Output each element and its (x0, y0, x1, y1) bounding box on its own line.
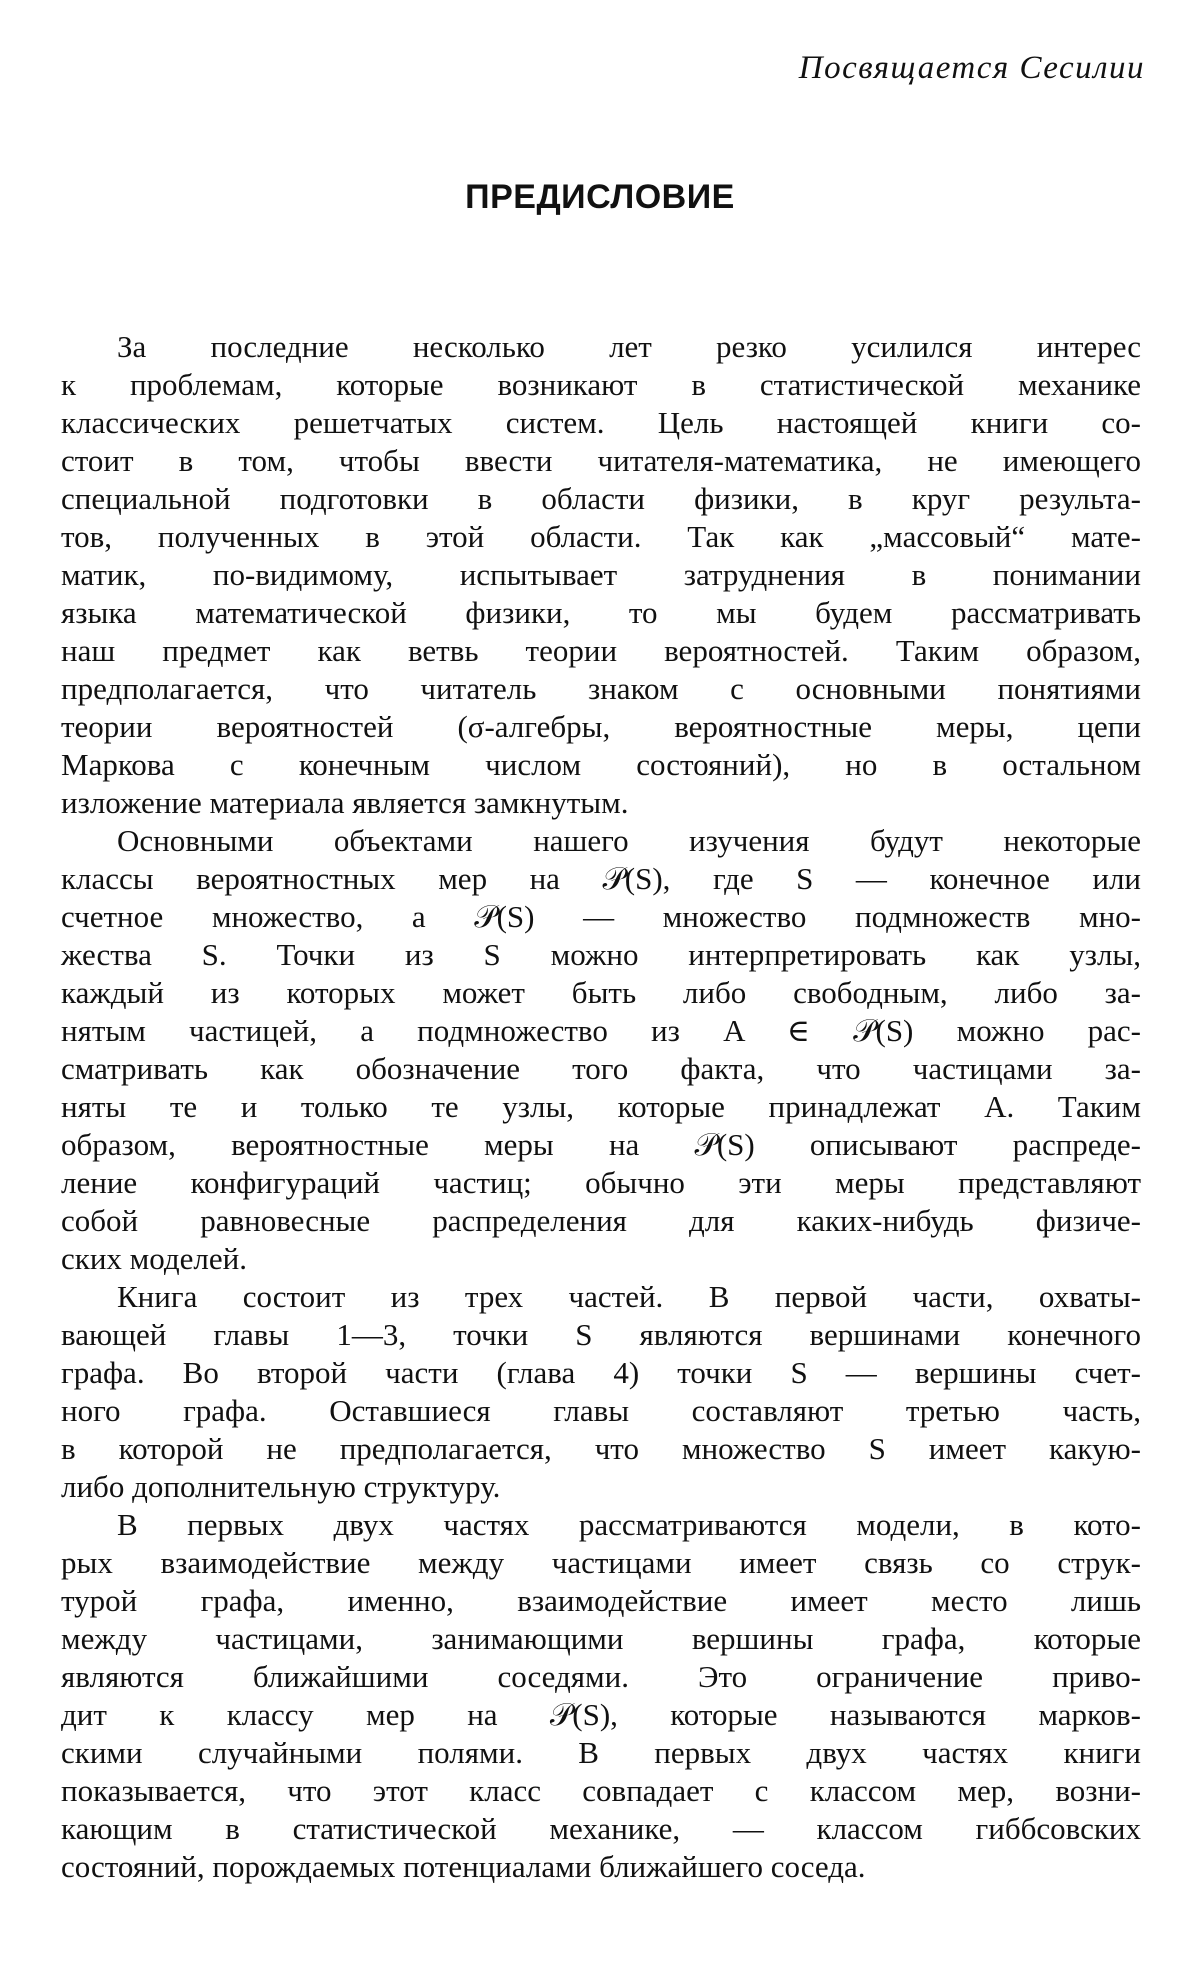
text-line: ление конфигураций частиц; обычно эти меры представляют (61, 1165, 1141, 1200)
text-line: Маркова с конечным числом состояний), но в остальном (61, 747, 1141, 782)
paragraph (61, 1278, 1141, 1506)
text-line: няты те и только те узлы, которые принадлежат A. Таким (61, 1089, 1141, 1124)
text-line: жества S. Точки из S можно интерпретировать как узлы, (61, 937, 1141, 972)
text-line: языка математической физики, то мы будем рассматривать (61, 595, 1141, 630)
dedication: Посвящается Сесилии (798, 50, 1145, 86)
text-line: сматривать как обозначение того факта, что частицами за- (61, 1051, 1141, 1086)
text-line: теории вероятностей (σ-алгебры, вероятностные меры, цепи (61, 709, 1141, 744)
text-line: счетное множество, а 𝒫(S) — множество подмножеств мно- (61, 899, 1141, 934)
text-line: наш предмет как ветвь теории вероятностей. Таким образом, (61, 633, 1141, 668)
paragraph (61, 328, 1141, 822)
text-line: специальной подготовки в области физики, в круг результа- (61, 481, 1141, 516)
preface-body (61, 328, 1141, 1886)
text-line: являются ближайшими соседями. Это ограничение приво- (61, 1659, 1141, 1694)
text-line: ских моделей. (61, 1241, 247, 1276)
text-line: матик, по-видимому, испытывает затруднения в понимании (61, 557, 1141, 592)
text-line: стоит в том, чтобы ввести читателя-математика, не имеющего (61, 443, 1141, 478)
text-line: классических решетчатых систем. Цель настоящей книги со- (61, 405, 1141, 440)
text-line: скими случайными полями. В первых двух частях книги (61, 1735, 1141, 1770)
text-line: Основными объектами нашего изучения будут некоторые (117, 823, 1141, 858)
text-line: изложение материала является замкнутым. (61, 785, 629, 820)
paragraph (61, 822, 1141, 1278)
text-line: к проблемам, которые возникают в статистической механике (61, 367, 1141, 402)
text-line: За последние несколько лет резко усилился интерес (117, 329, 1141, 364)
text-line: собой равновесные распределения для каких-нибудь физиче- (61, 1203, 1141, 1238)
text-line: тов, полученных в этой области. Так как „массовый“ мате- (61, 519, 1141, 554)
text-line: В первых двух частях рассматриваются модели, в кото- (117, 1507, 1141, 1542)
text-line: показывается, что этот класс совпадает с классом мер, возни- (61, 1773, 1141, 1808)
text-line: турой графа, именно, взаимодействие имеет место лишь (61, 1583, 1141, 1618)
text-line: классы вероятностных мер на 𝒫(S), где S — конечное или (61, 861, 1141, 896)
text-line: нятым частицей, а подмножество из A ∈ 𝒫(S) можно рас- (61, 1013, 1141, 1048)
paragraph (61, 1506, 1141, 1886)
text-line: графа. Во второй части (глава 4) точки S — вершины счет- (61, 1355, 1141, 1390)
text-line: каждый из которых может быть либо свободным, либо за- (61, 975, 1141, 1010)
text-line: предполагается, что читатель знаком с основными понятиями (61, 671, 1141, 706)
text-line: состояний, порождаемых потенциалами ближайшего соседа. (61, 1849, 866, 1884)
text-line: рых взаимодействие между частицами имеет связь со струк- (61, 1545, 1141, 1580)
text-line: образом, вероятностные меры на 𝒫(S) описывают распреде- (61, 1127, 1141, 1162)
text-line: кающим в статистической механике, — классом гиббсовских (61, 1811, 1141, 1846)
text-line: ного графа. Оставшиеся главы составляют третью часть, (61, 1393, 1141, 1428)
text-line: Книга состоит из трех частей. В первой части, охваты- (117, 1279, 1141, 1314)
text-line: между частицами, занимающими вершины графа, которые (61, 1621, 1141, 1656)
text-line: вающей главы 1—3, точки S являются вершинами конечного (61, 1317, 1141, 1352)
text-line: в которой не предполагается, что множество S имеет какую- (61, 1431, 1141, 1466)
page-title: ПРЕДИСЛОВИЕ (465, 178, 735, 216)
text-line: дит к классу мер на 𝒫(S), которые называются марков- (61, 1697, 1141, 1732)
text-line: либо дополнительную структуру. (61, 1469, 501, 1504)
